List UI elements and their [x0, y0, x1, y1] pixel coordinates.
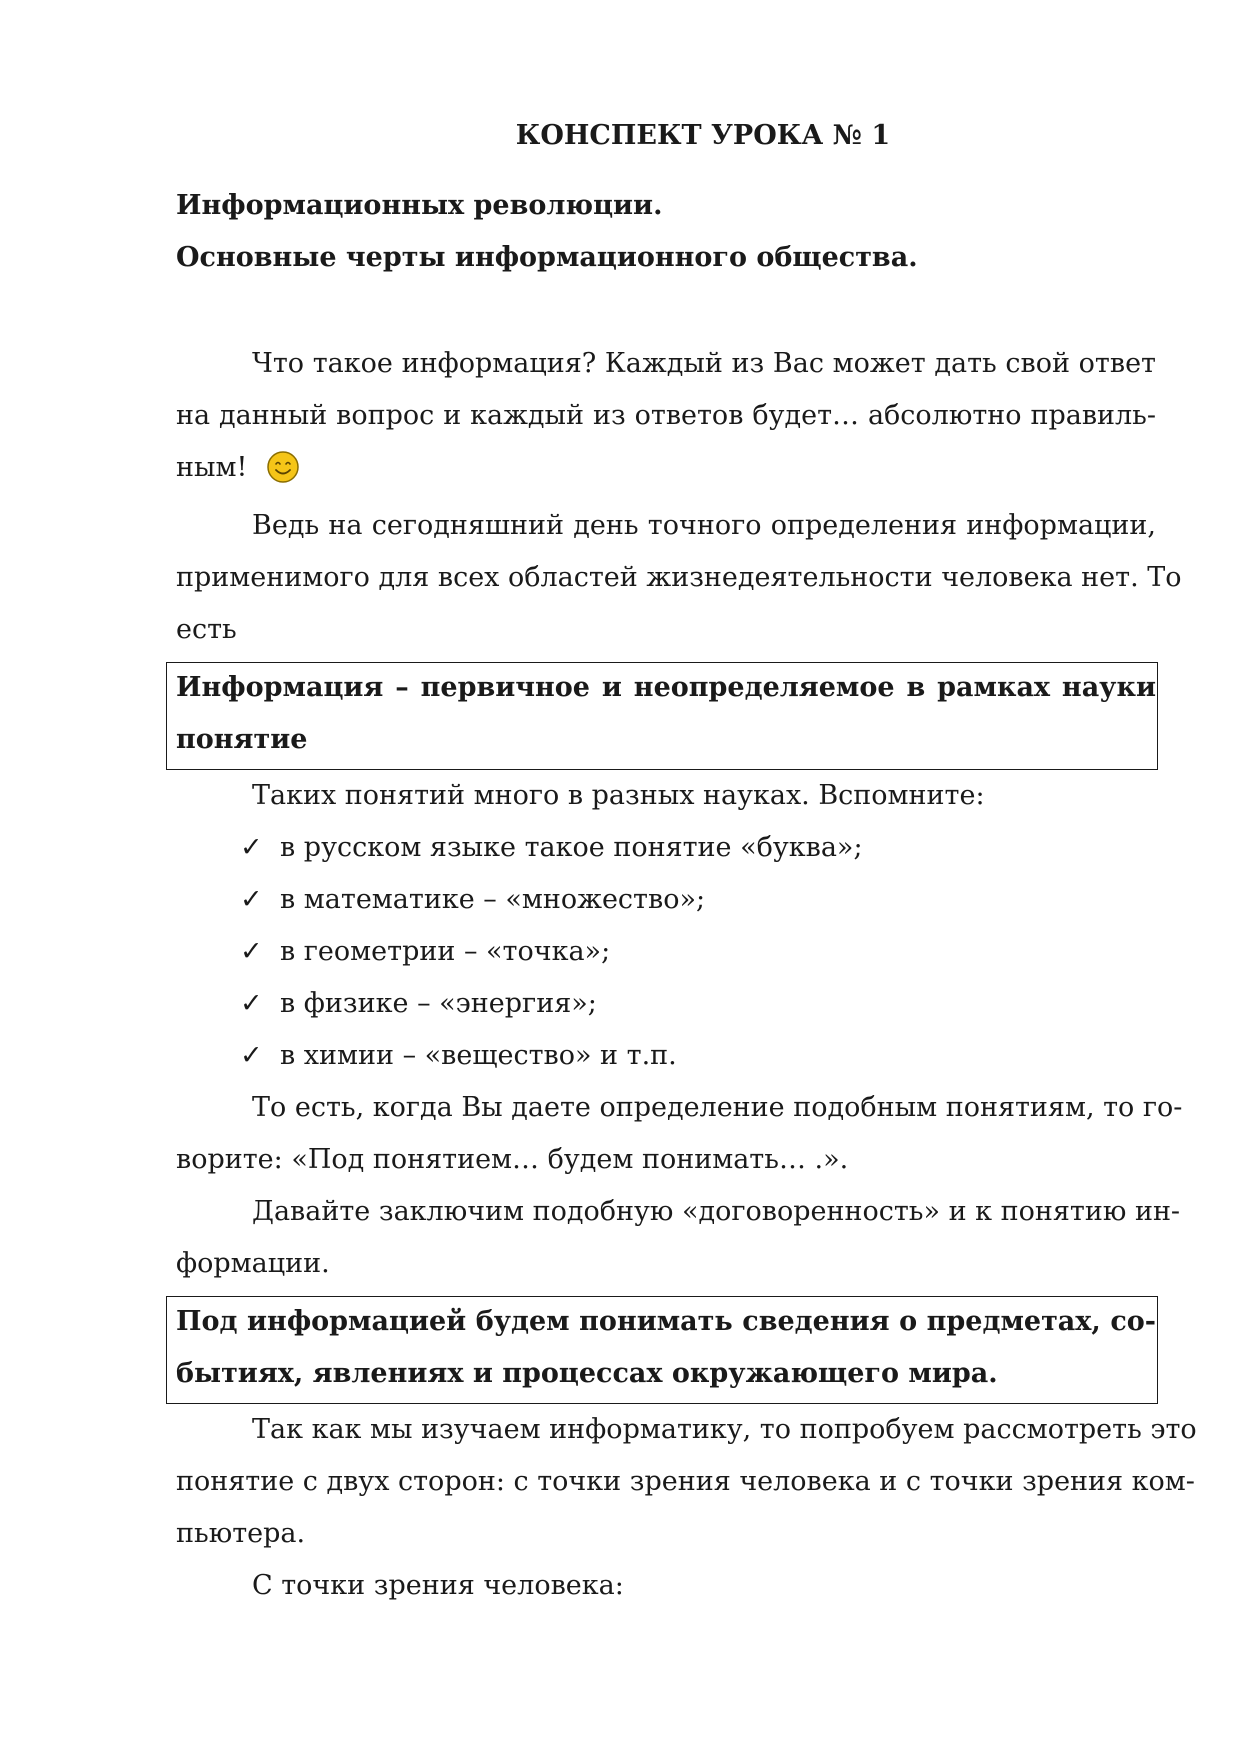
para4-line-1: То есть, когда Вы даете определение подобным понятиям, то го-: [252, 1092, 1183, 1123]
checkmark-icon: ✓: [240, 884, 263, 915]
lesson-topic-line-2: Основные черты информационного общества.: [176, 242, 918, 273]
smiling-face-icon: [266, 450, 300, 484]
list-item: ✓ в химии – «вещество» и т.п.: [240, 1030, 677, 1082]
list-item: ✓ в математике – «множество»;: [240, 874, 705, 926]
para3-line-1: Таких понятий много в разных науках. Вспомните:: [252, 780, 985, 811]
para5-line-1: Давайте заключим подобную «договоренность» и к понятию ин-: [252, 1196, 1181, 1227]
intro-line-3-text: ным!: [176, 452, 248, 483]
para6-line-1: Так как мы изучаем информатику, то попробуем рассмотреть это: [252, 1414, 1197, 1445]
definition-2-line-2: бытиях, явлениях и процессах окружающего мира.: [176, 1358, 998, 1389]
para4-line-2: ворите: «Под понятием… будем понимать… .».: [176, 1144, 849, 1175]
intro-line-3: [176, 442, 1156, 494]
definition-1-line-1: Информация – первичное и неопределяемое в рамках науки: [176, 672, 1156, 703]
para7-line-1: С точки зрения человека:: [252, 1570, 624, 1601]
para2-line-1: Ведь на сегодняшний день точного определения информации,: [252, 510, 1156, 541]
lesson-topic-line-1: Информационных революции.: [176, 190, 663, 221]
para6-line-2: понятие с двух сторон: с точки зрения человека и с точки зрения ком-: [176, 1466, 1195, 1497]
para5-line-2: формации.: [176, 1248, 330, 1279]
page-title: КОНСПЕКТ УРОКА № 1: [515, 120, 891, 151]
intro-line-2: на данный вопрос и каждый из ответов будет… абсолютно правиль-: [176, 400, 1156, 431]
intro-line-1: Что такое информация? Каждый из Вас может дать свой ответ: [252, 348, 1156, 379]
definition-2-line-1: Под информацией будем понимать сведения о предметах, со-: [176, 1306, 1156, 1337]
checkmark-icon: ✓: [240, 988, 263, 1019]
list-item: ✓ в геометрии – «точка»;: [240, 926, 610, 978]
para2-line-3: есть: [176, 614, 237, 645]
list-item: ✓ в физике – «энергия»;: [240, 978, 597, 1030]
checkmark-icon: ✓: [240, 936, 263, 967]
para6-line-3: пьютера.: [176, 1518, 306, 1549]
para2-line-2: применимого для всех областей жизнедеятельности человека нет. То: [176, 562, 1182, 593]
checkmark-icon: ✓: [240, 832, 263, 863]
checkmark-icon: ✓: [240, 1040, 263, 1071]
list-item: ✓ в русском языке такое понятие «буква»;: [240, 822, 863, 874]
definition-1-line-2: понятие: [176, 724, 308, 755]
